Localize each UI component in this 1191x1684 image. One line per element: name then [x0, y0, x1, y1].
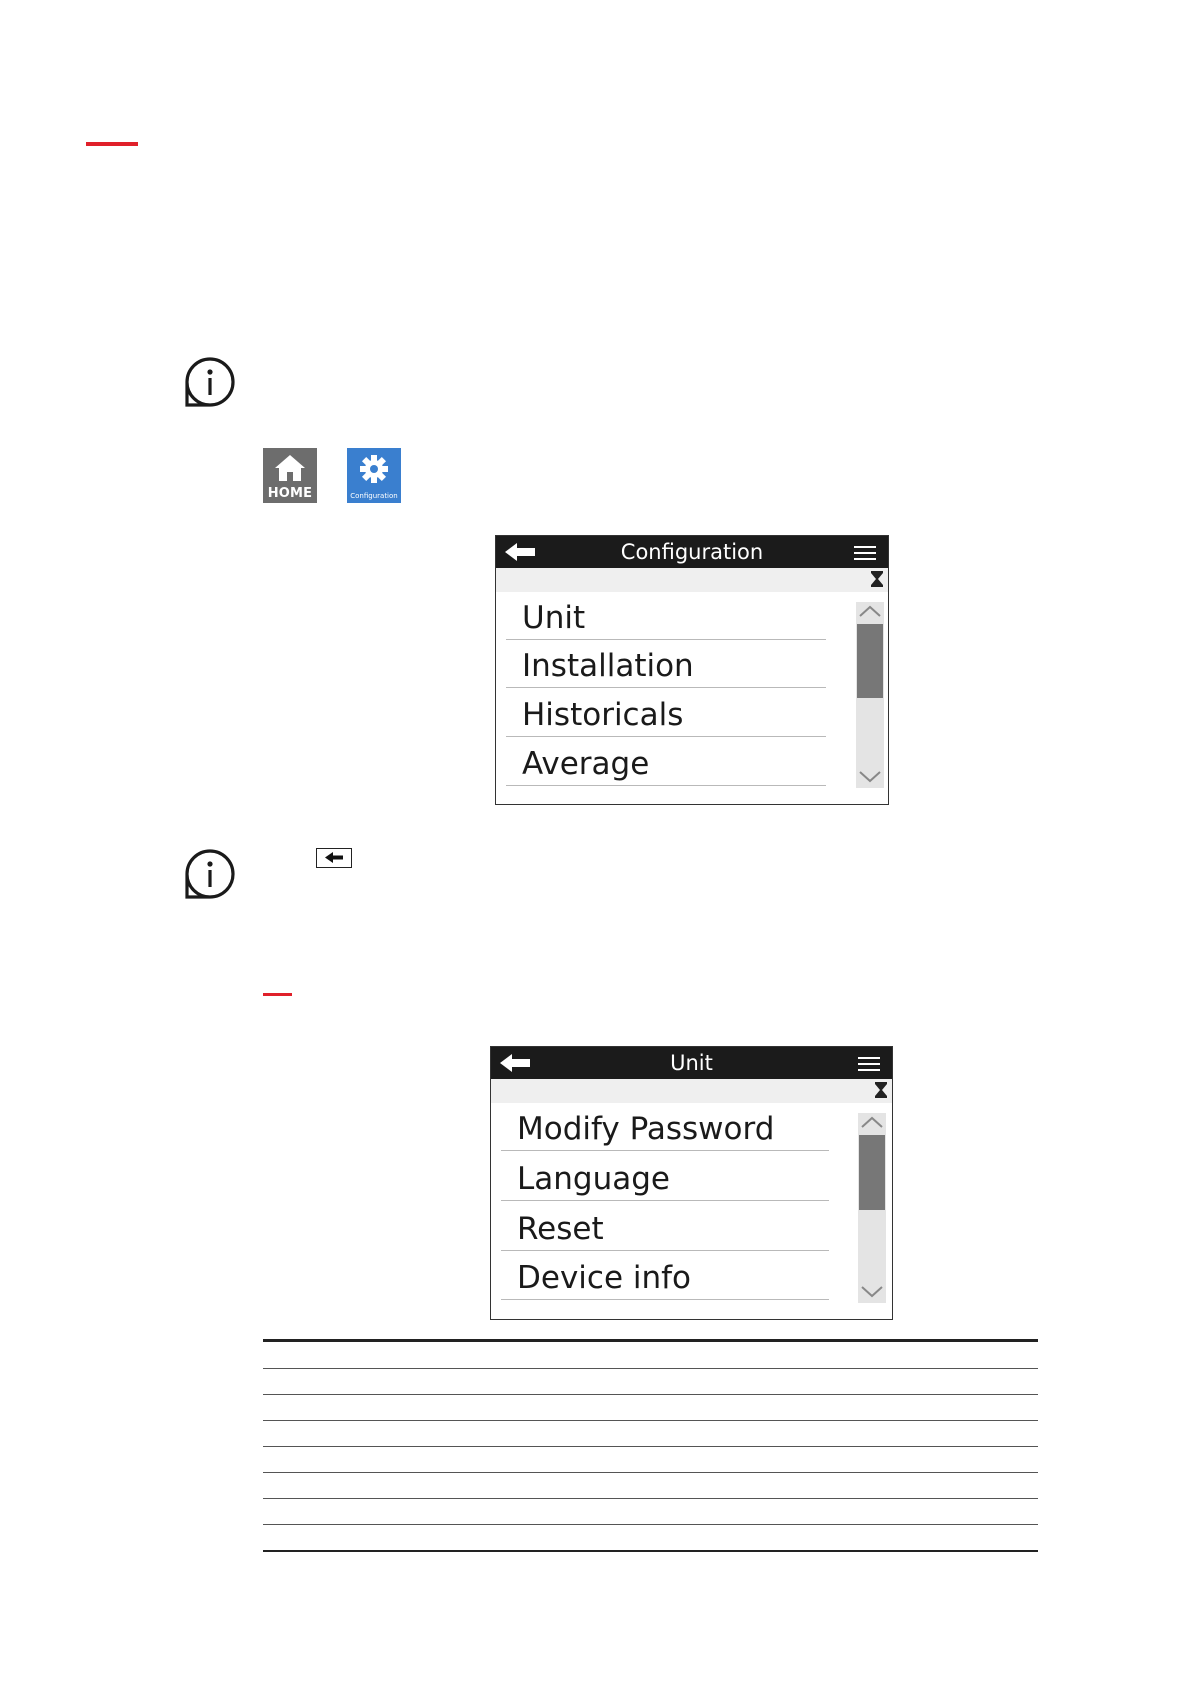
home-icon	[273, 453, 307, 483]
hamburger-menu-icon[interactable]	[854, 545, 876, 561]
hourglass-icon	[874, 1081, 888, 1099]
parameter-table	[263, 1339, 1038, 1579]
status-strip	[496, 568, 888, 592]
menu-item-historicals[interactable]: Historicals	[506, 689, 826, 737]
scroll-thumb[interactable]	[857, 624, 883, 698]
info-icon	[184, 848, 236, 900]
table-row	[263, 1524, 1038, 1551]
menu-item-installation[interactable]: Installation	[506, 640, 826, 688]
status-strip	[491, 1079, 892, 1103]
table-row	[263, 1342, 1038, 1369]
home-button[interactable]	[263, 448, 317, 503]
table-bottom-rule	[263, 1550, 1038, 1552]
table-row	[263, 1472, 1038, 1499]
configuration-screen	[495, 535, 889, 805]
table-row	[263, 1446, 1038, 1473]
menu-item-language[interactable]: Language	[501, 1153, 829, 1201]
menu-item-device-info[interactable]: Device info	[501, 1252, 829, 1300]
hamburger-menu-icon[interactable]	[858, 1056, 880, 1072]
table-row	[263, 1368, 1038, 1395]
scrollbar[interactable]	[856, 602, 884, 788]
table-row	[263, 1420, 1038, 1447]
scrollbar[interactable]	[858, 1113, 886, 1303]
configuration-button[interactable]	[347, 448, 401, 503]
table-row	[263, 1394, 1038, 1421]
home-button-label: HOME	[267, 486, 313, 501]
chevron-down-icon[interactable]	[858, 770, 882, 784]
chevron-up-icon[interactable]	[858, 604, 882, 618]
menu-item-modify-password[interactable]: Modify Password	[501, 1103, 829, 1151]
menu-item-reset[interactable]: Reset	[501, 1203, 829, 1251]
gear-icon	[358, 453, 390, 485]
configuration-button-label: Configuration	[350, 492, 398, 500]
screen-title: Configuration	[620, 540, 764, 564]
back-key-icon	[316, 848, 352, 868]
screen-titlebar	[496, 536, 888, 568]
chevron-up-icon[interactable]	[860, 1115, 884, 1129]
unit-screen	[490, 1046, 893, 1320]
chevron-down-icon[interactable]	[860, 1285, 884, 1299]
screen-titlebar	[491, 1047, 892, 1079]
screen-title: Unit	[670, 1051, 713, 1075]
hourglass-icon	[870, 570, 884, 588]
table-row	[263, 1498, 1038, 1525]
menu-item-average[interactable]: Average	[506, 738, 826, 786]
info-icon	[184, 356, 236, 408]
menu-item-unit[interactable]: Unit	[506, 592, 826, 640]
scroll-thumb[interactable]	[859, 1135, 885, 1210]
subsection-accent-rule	[263, 993, 292, 996]
section-accent-rule	[86, 142, 138, 146]
